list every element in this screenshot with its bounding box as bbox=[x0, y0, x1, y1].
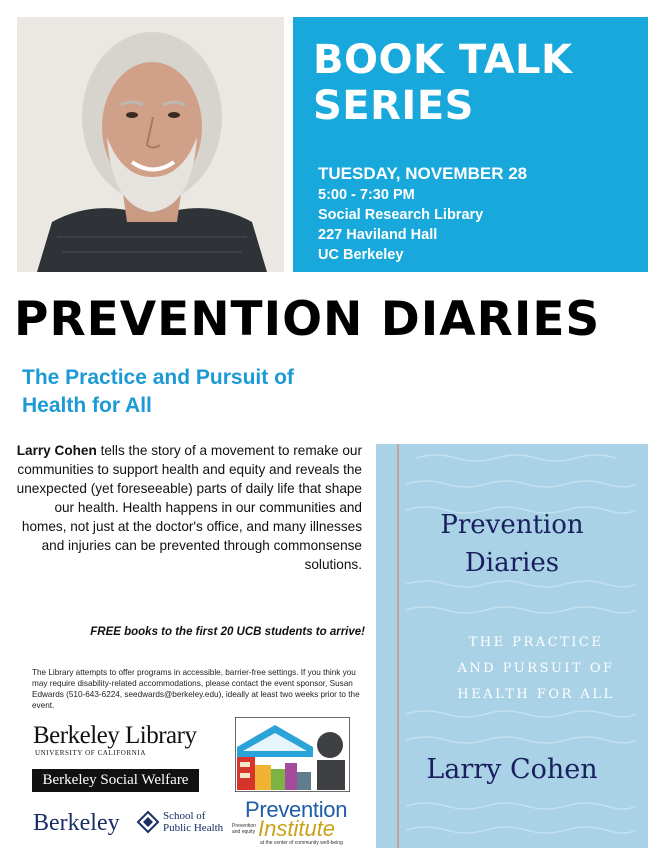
prevention-institute-name2: Institute bbox=[258, 816, 336, 841]
accessibility-note: The Library attempts to offer programs in accessible, barrier-free settings. If you think you may require disability-related accommodations, please contact the event sponsor, Susan Edwards (510-643-6224, seedwards@berkeley.edu), ideally at least two weeks prior to the event. bbox=[32, 668, 360, 710]
book-description bbox=[15, 441, 362, 574]
event-time: 5:00 - 7:30 PM bbox=[318, 187, 415, 203]
event-date: TUESDAY, NOVEMBER 28 bbox=[318, 164, 528, 183]
prevention-institute-logo bbox=[232, 797, 362, 847]
cover-subtitle-line2: AND PURSUIT OF bbox=[457, 661, 615, 676]
prevention-institute-tagline-left: Prevention and equity bbox=[232, 823, 256, 835]
public-health-school-line2: Public Health bbox=[163, 822, 224, 834]
public-health-seal-icon bbox=[136, 810, 160, 834]
event-address: 227 Haviland Hall bbox=[318, 227, 438, 243]
cover-title-line1: Prevention bbox=[440, 510, 584, 540]
cover-author: Larry Cohen bbox=[426, 754, 598, 785]
social-welfare-logo: Berkeley Social Welfare bbox=[32, 769, 199, 792]
berkeley-library-name: Berkeley Library bbox=[33, 722, 197, 749]
series-title bbox=[313, 37, 573, 129]
cover-title bbox=[376, 506, 648, 582]
series-title-line2: SERIES bbox=[313, 83, 474, 129]
book-subtitle-line1: The Practice and Pursuit of bbox=[22, 366, 294, 389]
event-info-panel bbox=[293, 17, 648, 272]
cover-subtitle bbox=[436, 630, 636, 708]
community-graphic-logo bbox=[235, 717, 350, 792]
cover-subtitle-line3: HEALTH FOR ALL bbox=[457, 687, 615, 702]
description-text: tells the story of a movement to remake our communities to support health and equity and reveals the unexpected (yet foreseeable) parts of daily life that shape our health. Health happens in our communities and homes, not just at the doctor's office, and many illnesses and injuries can be prevented through commonsense solutions. bbox=[16, 443, 362, 572]
prevention-institute-name: Prevention bbox=[245, 797, 348, 822]
author-name: Larry Cohen bbox=[16, 443, 97, 458]
prevention-institute-tagline: at the center of community well-being bbox=[260, 840, 343, 846]
series-title-line1: BOOK TALK bbox=[313, 37, 573, 83]
public-health-berkeley: Berkeley bbox=[33, 810, 120, 836]
cover-subtitle-line1: THE PRACTICE bbox=[468, 635, 604, 650]
free-books-notice: FREE books to the first 20 UCB students to arrive! bbox=[90, 626, 365, 638]
public-health-logo bbox=[33, 808, 233, 840]
book-subtitle bbox=[22, 364, 392, 420]
author-photo bbox=[17, 17, 284, 272]
event-campus: UC Berkeley bbox=[318, 247, 404, 263]
event-venue: Social Research Library bbox=[318, 207, 484, 223]
public-health-school bbox=[163, 810, 223, 834]
book-cover-image bbox=[376, 444, 648, 848]
berkeley-library-logo bbox=[33, 722, 213, 762]
event-details bbox=[318, 163, 527, 265]
berkeley-library-sub: UNIVERSITY OF CALIFORNIA bbox=[35, 749, 146, 757]
public-health-school-line1: School of bbox=[163, 810, 206, 822]
book-title: PREVENTION DIARIES bbox=[14, 292, 601, 347]
cover-title-line2: Diaries bbox=[464, 548, 560, 578]
book-subtitle-line2: Health for All bbox=[22, 394, 152, 417]
